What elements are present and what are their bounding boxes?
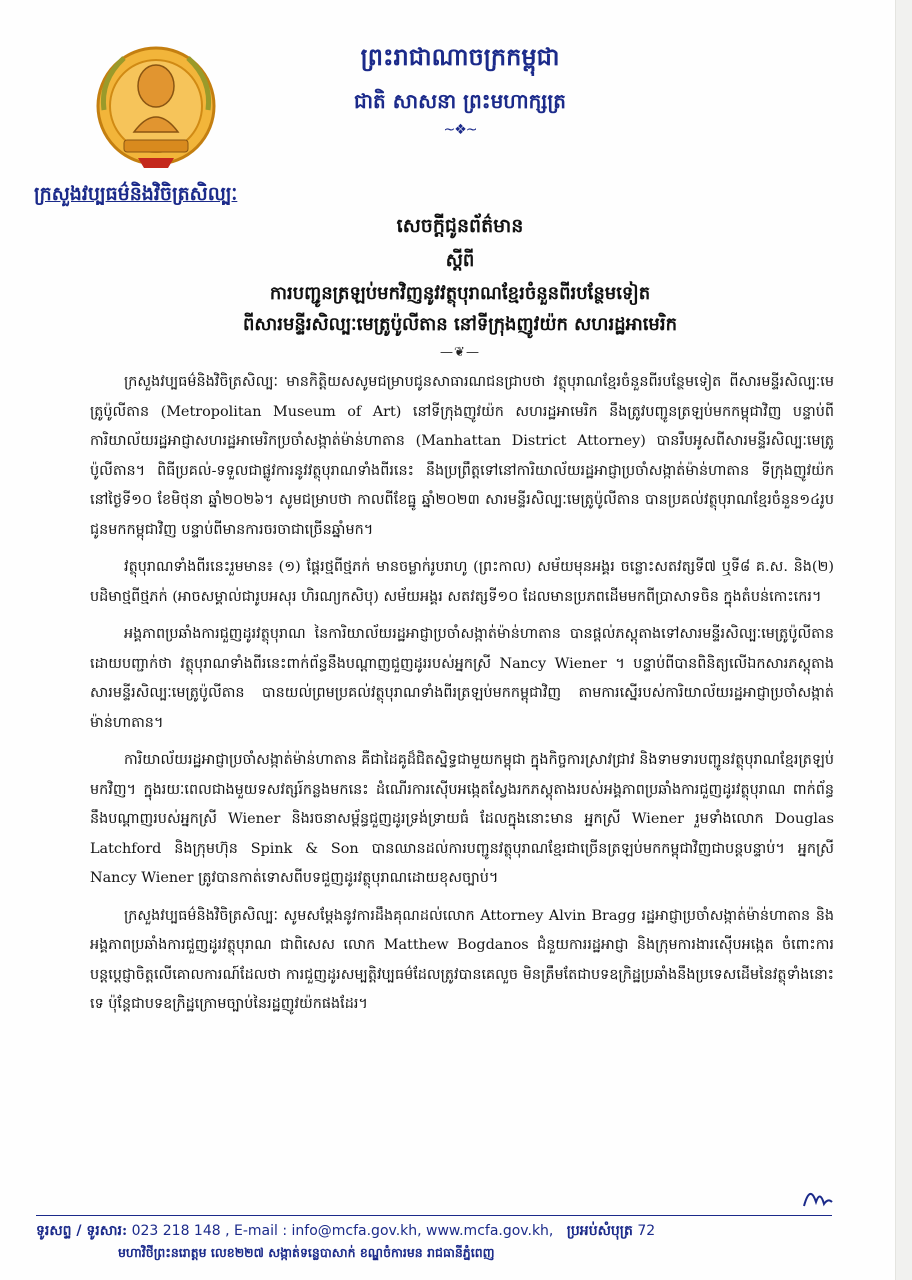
national-motto: ជាតិ សាសនា ព្រះមហាក្សត្រ (354, 89, 566, 113)
document-title: សេចក្តីជូនព័ត៌មាន (396, 215, 524, 237)
document-topic-line-2: ពីសារមន្ទីរសិល្បៈមេត្រូប៉ូលីតាន នៅទីក្រុងញូវយ៉ក សហរដ្ឋអាមេរិក (242, 314, 677, 335)
page-edge (895, 0, 912, 1280)
pobox-label: ប្រអប់សំបុត្រ (566, 1223, 633, 1239)
document-topic-line-1: ការបញ្ជូនត្រឡប់មកវិញនូវវត្ថុបុរាណខ្មែរចំនួនពីរបន្ថែមទៀត (269, 283, 651, 304)
footer-contact (36, 1221, 856, 1242)
body-text (90, 368, 834, 1028)
ministry-emblem-icon (90, 40, 222, 172)
kingdom-heading: ព្រះរាជាណាចក្រកម្ពុជា (360, 42, 560, 71)
contact-details: 023 218 148 , E-mail : info@mcfa.gov.kh, www.mcfa.gov.kh, (131, 1223, 554, 1239)
paragraph: ការិយាល័យរដ្ឋអាជ្ញាប្រចាំសង្កាត់ម៉ាន់ហាតាន គឺជាដៃគូដ៏ជិតស្និទ្ធជាមួយកម្ពុជា ក្នុងកិច្ចការស្រាវជ្រាវ និងទាមទារបញ្ជូនវត្ថុបុរាណខ្មែរត្រឡប់មកវិញ។ ក្នុងរយៈពេលជាងមួយទសវត្សរ៍កន្លងមកនេះ ដំណើរការស៊ើបអង្កេតស្វែងរកភស្តុតាងរបស់អង្គភាពប្រឆាំងការជួញដូរវត្ថុបុរាណ ពាក់ព័ន្ធនឹងបណ្តាញរបស់អ្នកស្រី Wiener និងរចនាសម្ព័ន្ធជួញដូរទ្រង់ទ្រាយធំ ដែលក្នុងនោះមាន អ្នកស្រី Wiener រួមទាំងលោក Douglas Latchford និងក្រុមហ៊ុន Spink & Son បានឈានដល់ការបញ្ជូនវត្ថុបុរាណខ្មែរជាច្រើនត្រឡប់មកកម្ពុជាវិញជាបន្តបន្ទាប់។ អ្នកស្រី Nancy Wiener ត្រូវបានកាត់ទោសពីបទជួញដូរវត្ថុបុរាណដោយខុសច្បាប់។ (90, 752, 834, 886)
phone-label: ទូរសព្ទ / ទូរសារ: (36, 1223, 128, 1239)
footer-divider (36, 1215, 832, 1216)
header-ornament-icon: ~❖~ (443, 122, 477, 138)
ministry-name: ក្រសួងវប្បធម៌និងវិចិត្រសិល្បៈ (34, 183, 238, 205)
footer-address: មហាវិថីព្រះនរោត្តម លេខ២២៧ សង្កាត់ទន្លេបាសាក់ ខណ្ឌចំការមន រាជធានីភ្នំពេញ (118, 1245, 495, 1260)
paragraph: ក្រសួងវប្បធម៌និងវិចិត្រសិល្បៈ មានកិត្តិយសសូមជម្រាបជូនសាធារណជនជ្រាបថា វត្ថុបុរាណខ្មែរចំនួនពីរបន្ថែមទៀត ពីសារមន្ទីរសិល្បៈមេត្រូប៉ូលីតាន (Metropolitan Museum of Art) នៅទីក្រុងញូវយ៉ក សហរដ្ឋអាមេរិក នឹងត្រូវបញ្ជូនត្រឡប់មកកម្ពុជាវិញ បន្ទាប់ពីការិយាល័យរដ្ឋអាជ្ញាសហរដ្ឋអាមេរិកប្រចាំសង្កាត់ម៉ាន់ហាតាន (Manhattan District Attorney) បានរឹបអូសពីសារមន្ទីរសិល្បៈមេត្រូប៉ូលីតាន។ ពិធីប្រគល់-ទទួលជាផ្លូវការនូវវត្ថុបុរាណទាំងពីរនេះ នឹងប្រព្រឹត្តទៅនៅការិយាល័យរដ្ឋអាជ្ញាប្រចាំសង្កាត់ម៉ាន់ហាតាន ទីក្រុងញូវយ៉ក នៅថ្ងៃទី១០ ខែមិថុនា ឆ្នាំ២០២៦។ សូមជម្រាបថា កាលពីខែធ្នូ ឆ្នាំ២០២៣ សារមន្ទីរសិល្បៈមេត្រូប៉ូលីតាន បានប្រគល់វត្ថុបុរាណខ្មែរចំនួន១៤រូប ជូនមកកម្ពុជាវិញ បន្ទាប់ពីមានការចរចាជាច្រើនឆ្នាំមក។ (90, 374, 834, 538)
pobox-number: 72 (637, 1223, 656, 1239)
document-subtitle: ស្តីពី (445, 250, 475, 271)
title-block (110, 214, 810, 360)
paragraph: អង្គភាពប្រឆាំងការជួញដូរវត្ថុបុរាណ នៃការិយាល័យរដ្ឋអាជ្ញាប្រចាំសង្កាត់ម៉ាន់ហាតាន បានផ្តល់ភស្តុតាងទៅសារមន្ទីរសិល្បៈមេត្រូប៉ូលីតាន ដោយបញ្ជាក់ថា វត្ថុបុរាណទាំងពីរនេះពាក់ព័ន្ធនឹងបណ្តាញជួញដូររបស់អ្នកស្រី Nancy Wiener ។ បន្ទាប់ពីបានពិនិត្យលើឯកសារភស្តុតាង សារមន្ទីរសិល្បៈមេត្រូប៉ូលីតាន បានយល់ព្រមប្រគល់វត្ថុបុរាណទាំងពីរត្រឡប់មកកម្ពុជាវិញ តាមការស្នើរបស់ការិយាល័យរដ្ឋអាជ្ញាប្រចាំសង្កាត់ម៉ាន់ហាតាន។ (90, 626, 834, 731)
title-ornament-icon: —❦— (440, 345, 480, 360)
paragraph: វត្ថុបុរាណទាំងពីរនេះរួមមាន៖ (១) ផ្តែរថ្មពីថ្មភក់ មានចម្លាក់រូបរាហូ (ព្រះកាល) សម័យមុនអង្គរ ចន្លោះសតវត្សទី៧ ឬទី៨ គ.ស. និង(២) បដិមាថ្មពីថ្មភក់ (អាចសម្គាល់ជារូបអសុរ ហិរណ្យកសិបុ) សម័យអង្គរ សតវត្សទី១០ ដែលមានប្រភពដើមមកពីប្រាសាទចិន ក្នុងតំបន់កោះកេរ។ (90, 559, 834, 605)
paragraph: ក្រសួងវប្បធម៌និងវិចិត្រសិល្បៈ សូមសម្តែងនូវការដឹងគុណដល់លោក Attorney Alvin Bragg រដ្ឋអាជ្ញាប្រចាំសង្កាត់ម៉ាន់ហាតាន និងអង្គភាពប្រឆាំងការជួញដូរវត្ថុបុរាណ ជាពិសេស លោក Matthew Bogdanos ជំនួយការរដ្ឋអាជ្ញា និងក្រុមការងារស៊ើបអង្កេត ចំពោះការបន្តប្តេជ្ញាចិត្តលើគោលការណ៍ដែលថា ការជួញដូរសម្បត្តិវប្បធម៌ដែលត្រូវបានគេលួច មិនត្រឹមតែជាបទឧក្រិដ្ឋប្រឆាំងនឹងប្រទេសដើមនៃវត្ថុទាំងនោះទេ ប៉ុន្តែជាបទឧក្រិដ្ឋក្រោមច្បាប់នៃរដ្ឋញូវយ៉កផងដែរ។ (90, 907, 834, 1012)
signature-initial-icon (796, 1180, 836, 1210)
